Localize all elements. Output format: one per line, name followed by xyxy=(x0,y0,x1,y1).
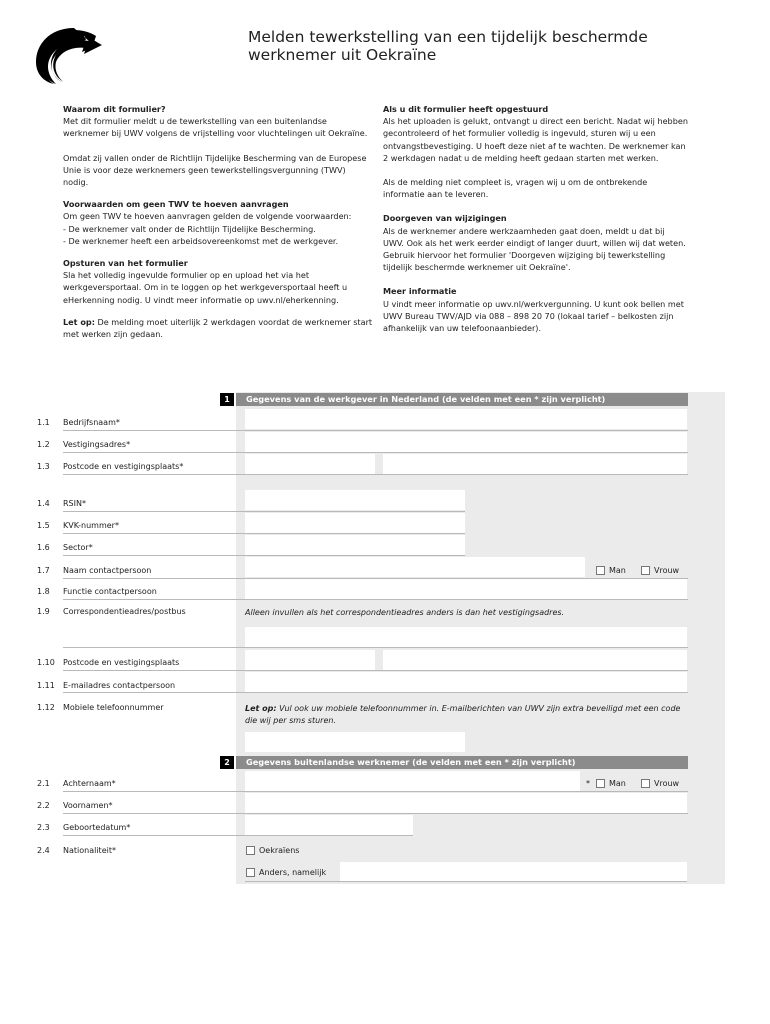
row-2-3-number: 2.3 xyxy=(37,823,50,832)
row-1-5-label: KVK-nummer* xyxy=(63,521,119,530)
row-1-9-label: Correspondentieadres/postbus xyxy=(63,607,186,616)
row-1-6-number: 1.6 xyxy=(37,543,50,552)
row-1-2-label: Vestigingsadres* xyxy=(63,440,131,449)
deadline-note-label: Let op: xyxy=(63,316,95,327)
correspondence-postcode-input[interactable] xyxy=(245,650,375,670)
contact-email-input[interactable] xyxy=(245,672,687,692)
worker-gender-vrouw-checkbox[interactable] xyxy=(641,779,650,788)
row-1-10-number: 1.10 xyxy=(37,658,55,667)
row-1-4-number: 1.4 xyxy=(37,499,50,508)
row-1-4-label: RSIN* xyxy=(63,499,86,508)
nationality-other-label: Anders, namelijk xyxy=(259,868,327,877)
sent-text: Als het uploaden is gelukt, ontvangt u direct een bericht. Nadat wij hebben gecontroleerd of het formulier volledig is ingevuld, sturen wij u een ontvangstbevestiging. U hoeft deze niet af te wachten. De werknemer kan 2 werkdagen nadat u de melding heeft gedaan starten met werken. xyxy=(383,116,688,163)
page-title xyxy=(248,28,688,64)
first-names-input[interactable] xyxy=(245,793,687,813)
row-1-8-label: Functie contactpersoon xyxy=(63,587,157,596)
mobile-phone-input[interactable] xyxy=(245,732,465,752)
row-2-2-label: Voornamen* xyxy=(63,801,113,810)
contact-gender-vrouw-checkbox[interactable] xyxy=(641,566,650,575)
row-1-3-number: 1.3 xyxy=(37,462,50,471)
section-1-number: 1 xyxy=(220,393,234,406)
send-text: Sla het volledig ingevulde formulier op en upload het via het werkgeversportaal. Om in te loggen op het werkgeversportaal heeft u eHerkenning nodig. U vindt meer informatie op uwv.nl/eherkenning. xyxy=(63,270,348,305)
info-right-column xyxy=(383,103,688,334)
worker-gender-man-checkbox[interactable] xyxy=(596,779,605,788)
row-1-9-number: 1.9 xyxy=(37,607,50,616)
why-heading: Waarom dit formulier? xyxy=(63,104,166,114)
worker-gender-man-label: Man xyxy=(609,779,626,788)
correspondence-city-input[interactable] xyxy=(383,650,687,670)
row-1-2-number: 1.2 xyxy=(37,440,50,449)
section-2-number: 2 xyxy=(220,756,234,769)
branch-city-input[interactable] xyxy=(383,454,687,474)
more-info-heading: Meer informatie xyxy=(383,286,457,297)
surname-input[interactable] xyxy=(245,771,580,791)
phone-note-text: Vul ook uw mobiele telefoonnummer in. E-mailberichten van UWV zijn extra beveiligd met een code die wij per sms sturen. xyxy=(245,704,681,725)
changes-text: Als de werknemer andere werkzaamheden gaat doen, meldt u dat bij UWV. Ook als het werk eerder eindigt of langer duurt, willen wij dat weten. Gebruik hiervoor het formulier 'Doorgeven wijziging bij tewerkstelling tijdelijk beschermde werknemer uit Oekraïne'. xyxy=(383,225,686,273)
row-2-2-number: 2.2 xyxy=(37,801,50,810)
section-1-header: Gegevens van de werkgever in Nederland (de velden met een * zijn verplicht) xyxy=(236,393,688,406)
deadline-note xyxy=(63,316,373,340)
worker-gender-vrouw-label: Vrouw xyxy=(654,779,680,788)
nationality-other-checkbox[interactable] xyxy=(246,868,255,877)
row-1-11-label: E-mailadres contactpersoon xyxy=(63,681,176,690)
row-1-1-label: Bedrijfsnaam* xyxy=(63,418,120,427)
row-1-8-number: 1.8 xyxy=(37,587,50,596)
birth-date-input[interactable] xyxy=(245,815,413,835)
why-text: Met dit formulier meldt u de tewerkstelling van een buitenlandse werknemer bij UWV volgens de vrijstelling voor vluchtelingen uit Oekraïne. xyxy=(63,116,368,139)
incomplete-text: Als de melding niet compleet is, vragen wij u om de ontbrekende informatie aan te leveren. xyxy=(383,177,648,200)
contact-function-input[interactable] xyxy=(245,579,687,599)
row-1-12-number: 1.12 xyxy=(37,703,55,712)
uwv-logo xyxy=(34,22,116,86)
row-1-10-label: Postcode en vestigingsplaats xyxy=(63,658,180,667)
phone-note-label: Let op: xyxy=(245,704,277,713)
nationality-other-input[interactable] xyxy=(340,862,687,882)
contact-gender-man-checkbox[interactable] xyxy=(596,566,605,575)
condition-2: - De werknemer heeft een arbeidsovereenkomst met de werkgever. xyxy=(63,235,339,246)
row-1-3-label: Postcode en vestigingsplaats* xyxy=(63,462,184,471)
info-left-column xyxy=(63,103,373,340)
send-heading: Opsturen van het formulier xyxy=(63,258,188,269)
page-title-line-2: werknemer uit Oekraïne xyxy=(248,46,437,64)
row-2-3-label: Geboortedatum* xyxy=(63,823,131,832)
row-1-5-number: 1.5 xyxy=(37,521,50,530)
branch-postcode-input[interactable] xyxy=(245,454,375,474)
company-name-input[interactable] xyxy=(245,409,687,429)
nationality-ukrainian-label: Oekraïens xyxy=(259,846,300,855)
conditions-heading: Voorwaarden om geen TWV te hoeven aanvragen xyxy=(63,199,289,210)
branch-address-input[interactable] xyxy=(245,432,687,452)
sent-heading: Als u dit formulier heeft opgestuurd xyxy=(383,104,549,114)
row-1-1-number: 1.1 xyxy=(37,418,50,427)
rsin-input[interactable] xyxy=(245,490,465,510)
condition-1: - De werknemer valt onder de Richtlijn Tijdelijke Bescherming. xyxy=(63,223,316,234)
deadline-note-text: De melding moet uiterlijk 2 werkdagen voordat de werknemer start met werken zijn gedaan. xyxy=(63,316,373,340)
contact-gender-vrouw-label: Vrouw xyxy=(654,566,680,575)
kvk-number-input[interactable] xyxy=(245,513,465,533)
changes-heading: Doorgeven van wijzigingen xyxy=(383,213,507,224)
row-1-6-label: Sector* xyxy=(63,543,93,552)
row-2-4-number: 2.4 xyxy=(37,846,50,855)
row-1-12-label: Mobiele telefoonnummer xyxy=(63,703,164,712)
row-2-4-label: Nationaliteit* xyxy=(63,846,116,855)
logo-text: uwv xyxy=(68,53,105,72)
section-2-header: Gegevens buitenlandse werknemer (de velden met een * zijn verplicht) xyxy=(236,756,688,769)
row-1-11-number: 1.11 xyxy=(37,681,55,690)
contact-name-input[interactable] xyxy=(245,557,585,577)
phone-note xyxy=(245,703,685,727)
worker-gender-required-mark: * xyxy=(586,779,590,788)
sector-input[interactable] xyxy=(245,535,465,555)
page-title-line-1: Melden tewerkstelling van een tijdelijk beschermde xyxy=(248,28,648,46)
more-info-text: U vindt meer informatie op uwv.nl/werkvergunning. U kunt ook bellen met UWV Bureau TWV/AJD via 088 – 898 20 70 (lokaal tarief – belkosten zijn afhankelijk van uw telefoonaanbieder). xyxy=(383,298,684,334)
contact-gender-man-label: Man xyxy=(609,566,626,575)
correspondence-note: Alleen invullen als het correspondentieadres anders is dan het vestigingsadres. xyxy=(245,608,565,617)
conditions-intro: Om geen TWV te hoeven aanvragen gelden de volgende voorwaarden: xyxy=(63,211,352,222)
row-2-1-label: Achternaam* xyxy=(63,779,116,788)
correspondence-address-input[interactable] xyxy=(245,627,687,647)
directive-text: Omdat zij vallen onder de Richtlijn Tijdelijke Bescherming van de Europese Unie is voor deze werknemers geen tewerkstellingsvergunning (TWV) nodig. xyxy=(63,152,367,188)
nationality-ukrainian-checkbox[interactable] xyxy=(246,846,255,855)
row-1-7-number: 1.7 xyxy=(37,566,50,575)
row-2-1-number: 2.1 xyxy=(37,779,50,788)
row-1-7-label: Naam contactpersoon xyxy=(63,566,152,575)
